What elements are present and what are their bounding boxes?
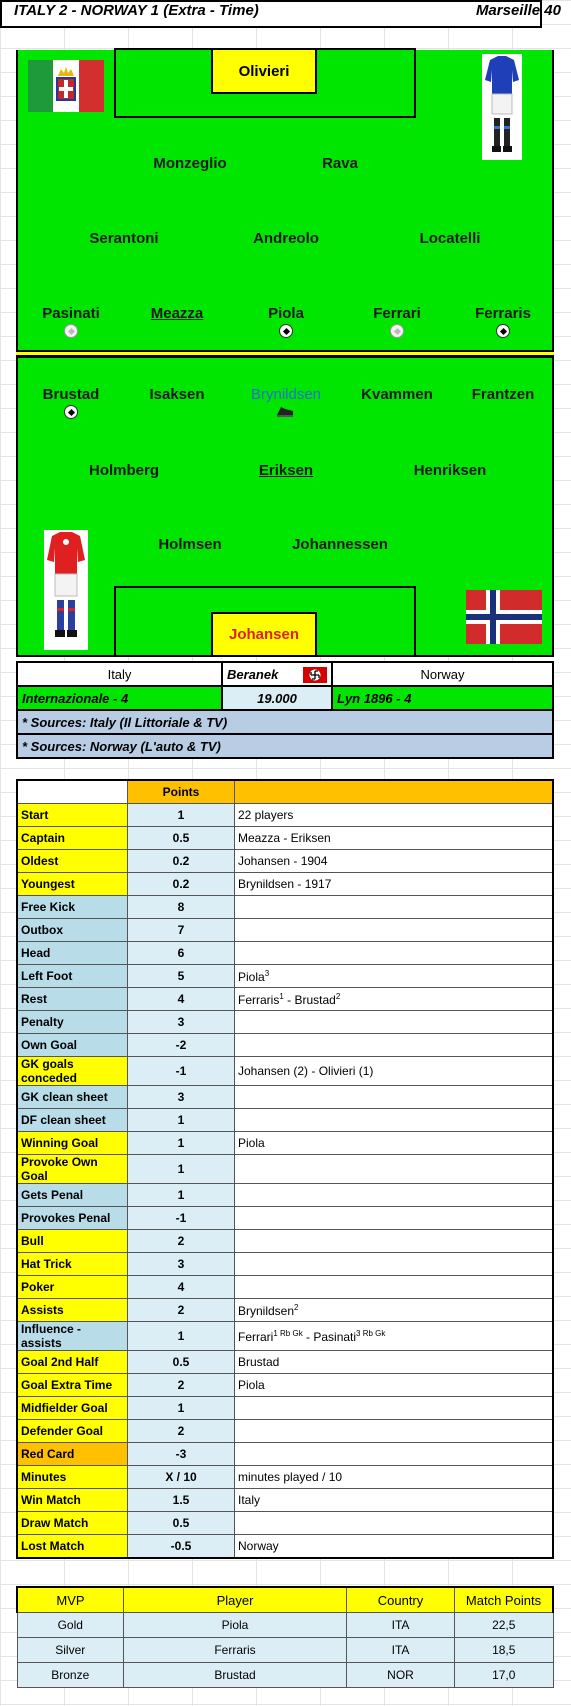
source-norway: * Sources: Norway (L'auto & TV)	[17, 734, 553, 758]
norway-midfielder: Henriksen	[413, 462, 487, 479]
points-value: -3	[128, 1443, 235, 1466]
points-note	[235, 1535, 554, 1559]
boot-icon	[275, 405, 295, 417]
assist-ball-icon	[390, 324, 404, 338]
mvp-player: Ferraris	[124, 1638, 347, 1663]
points-category: Captain	[17, 827, 128, 850]
points-category: Head	[17, 942, 128, 965]
points-note	[235, 942, 554, 965]
points-row	[17, 1299, 553, 1322]
points-value: 1	[128, 1184, 235, 1207]
italy-forward: Piola	[268, 305, 304, 322]
points-value: 0.5	[128, 1512, 235, 1535]
points-value: 3	[128, 1086, 235, 1109]
note-text: 22 players	[238, 808, 294, 822]
points-note	[235, 919, 554, 942]
mvp-points: 18,5	[455, 1638, 554, 1663]
points-note	[235, 1109, 554, 1132]
points-note	[235, 1351, 554, 1374]
points-note	[235, 1011, 554, 1034]
points-row	[17, 1351, 553, 1374]
points-note	[235, 1057, 554, 1086]
note-sup: 2	[335, 991, 341, 1001]
mvp-player: Brustad	[124, 1663, 347, 1688]
note-text: Johansen (2) - Olivieri (1)	[238, 1064, 374, 1078]
pitch-italy	[16, 50, 554, 352]
points-row	[17, 896, 553, 919]
referee-name: Beranek	[227, 666, 279, 682]
points-row	[17, 1086, 553, 1109]
points-value: -0.5	[128, 1535, 235, 1559]
points-note	[235, 850, 554, 873]
mvp-rank: Bronze	[17, 1663, 124, 1688]
points-row	[17, 873, 553, 896]
points-value: 5	[128, 965, 235, 988]
points-category: Oldest	[17, 850, 128, 873]
note-text: Johansen - 1904	[238, 854, 328, 868]
points-category: GK clean sheet	[17, 1086, 128, 1109]
points-category: Winning Goal	[17, 1132, 128, 1155]
points-category: Lost Match	[17, 1535, 128, 1559]
norway-forward: Isaksen	[149, 386, 205, 403]
match-header	[0, 0, 561, 28]
points-value: 0.2	[128, 873, 235, 896]
points-value: 4	[128, 988, 235, 1011]
points-header-notes	[235, 780, 554, 804]
points-note	[235, 1512, 554, 1535]
match-info-table	[16, 661, 554, 759]
italy-midfielder: Andreolo	[253, 230, 319, 247]
points-category: Poker	[17, 1276, 128, 1299]
italy-flag-icon	[28, 60, 104, 112]
points-note	[235, 804, 554, 827]
note-sup: 1	[279, 991, 284, 1001]
points-note	[235, 988, 554, 1011]
note-text: Piola	[238, 1378, 265, 1392]
points-value: 6	[128, 942, 235, 965]
points-row	[17, 1207, 553, 1230]
points-row	[17, 804, 553, 827]
points-row	[17, 1132, 553, 1155]
points-note	[235, 1253, 554, 1276]
points-row	[17, 1489, 553, 1512]
points-note	[235, 1466, 554, 1489]
points-value: 1	[128, 1109, 235, 1132]
points-note	[235, 1034, 554, 1057]
note-sup: 1 Rb Gk	[273, 1328, 303, 1338]
points-value: 4	[128, 1276, 235, 1299]
club-away: Lyn 1896 - 4	[332, 686, 553, 710]
points-value: 8	[128, 896, 235, 919]
points-value: 1	[128, 1397, 235, 1420]
points-note	[235, 873, 554, 896]
points-value: 2	[128, 1299, 235, 1322]
note-text: Brustad	[238, 1355, 280, 1369]
points-row	[17, 1230, 553, 1253]
points-row	[17, 1466, 553, 1489]
points-note	[235, 827, 554, 850]
points-note	[235, 1299, 554, 1322]
points-category: Influence - assists	[17, 1322, 128, 1351]
mvp-points: 22,5	[455, 1613, 554, 1638]
points-category: Left Foot	[17, 965, 128, 988]
points-note	[235, 1420, 554, 1443]
points-note	[235, 1276, 554, 1299]
norway-forward: Brustad	[42, 386, 100, 403]
germany-swastika-flag-icon	[303, 667, 327, 683]
points-value: 0.2	[128, 850, 235, 873]
points-row	[17, 1420, 553, 1443]
mvp-header-points: Match Points	[455, 1587, 554, 1613]
points-category: Bull	[17, 1230, 128, 1253]
points-category: Rest	[17, 988, 128, 1011]
team-away: Norway	[332, 662, 553, 686]
points-row	[17, 1253, 553, 1276]
team-home: Italy	[17, 662, 222, 686]
points-value: 3	[128, 1011, 235, 1034]
mvp-header-rank: MVP	[17, 1587, 124, 1613]
assist-ball-icon	[64, 324, 78, 338]
italy-forward: Ferrari	[373, 305, 421, 322]
points-row	[17, 1512, 553, 1535]
points-note	[235, 1489, 554, 1512]
note-text: Norway	[238, 1539, 279, 1553]
note-text: - Brustad	[283, 992, 336, 1007]
points-category: DF clean sheet	[17, 1109, 128, 1132]
italy-defender: Monzeglio	[153, 155, 227, 172]
gk-box-norway	[211, 612, 317, 657]
norway-defender: Johannessen	[292, 536, 388, 553]
italy-forward-captain: Meazza	[150, 305, 204, 322]
club-home: Internazionale - 4	[17, 686, 222, 710]
note-sup: 3 Rb Gk	[356, 1328, 386, 1338]
attendance: 19.000	[222, 686, 332, 710]
points-value: 1	[128, 1132, 235, 1155]
note-text: Meazza - Eriksen	[238, 831, 331, 845]
mvp-points: 17,0	[455, 1663, 554, 1688]
italy-forward: Pasinati	[42, 305, 100, 322]
points-row	[17, 1374, 553, 1397]
pitch-norway	[16, 356, 554, 657]
points-header-blank	[17, 780, 128, 804]
referee	[222, 662, 332, 686]
mvp-rank: Silver	[17, 1638, 124, 1663]
note-text: Piola	[238, 969, 265, 984]
points-value: 1	[128, 804, 235, 827]
points-category: Start	[17, 804, 128, 827]
note-sup: 2	[294, 1302, 299, 1312]
goal-ball-icon	[279, 324, 293, 338]
points-category: Free Kick	[17, 896, 128, 919]
points-row	[17, 1034, 553, 1057]
points-row	[17, 1322, 553, 1351]
points-value: 2	[128, 1230, 235, 1253]
points-value: 7	[128, 919, 235, 942]
points-row	[17, 1011, 553, 1034]
points-row	[17, 965, 553, 988]
note-text: Ferrari	[238, 1329, 274, 1344]
note-text: Piola	[238, 1136, 265, 1150]
points-category: Minutes	[17, 1466, 128, 1489]
points-value: 1	[128, 1322, 235, 1351]
points-row	[17, 850, 553, 873]
points-value: -1	[128, 1057, 235, 1086]
points-row	[17, 1057, 553, 1086]
match-venue: Marseille 40	[475, 2, 561, 19]
mvp-country: ITA	[347, 1638, 455, 1663]
norway-midfielder: Holmberg	[88, 462, 160, 479]
points-row	[17, 942, 553, 965]
gk-box-italy	[211, 48, 317, 94]
points-note	[235, 896, 554, 919]
points-value: X / 10	[128, 1466, 235, 1489]
points-value: -1	[128, 1207, 235, 1230]
points-value: 2	[128, 1420, 235, 1443]
points-row	[17, 919, 553, 942]
points-row	[17, 1276, 553, 1299]
points-category: Goal Extra Time	[17, 1374, 128, 1397]
points-category: Defender Goal	[17, 1420, 128, 1443]
points-row	[17, 1535, 553, 1559]
points-category: Assists	[17, 1299, 128, 1322]
points-category: Outbox	[17, 919, 128, 942]
norway-goalkeeper: Johansen	[228, 626, 300, 643]
italy-midfielder: Locatelli	[419, 230, 481, 247]
mvp-header-player: Player	[124, 1587, 347, 1613]
points-category: Midfielder Goal	[17, 1397, 128, 1420]
points-note	[235, 1184, 554, 1207]
italy-defender: Rava	[322, 155, 358, 172]
points-category: GK goals conceded	[17, 1057, 128, 1086]
note-text: Brynildsen - 1917	[238, 877, 332, 891]
points-note	[235, 1155, 554, 1184]
points-category: Penalty	[17, 1011, 128, 1034]
goal-ball-icon	[64, 405, 78, 419]
norway-flag-icon	[466, 590, 542, 644]
points-note	[235, 1207, 554, 1230]
points-row	[17, 1109, 553, 1132]
goal-ball-icon	[496, 324, 510, 338]
points-note	[235, 1443, 554, 1466]
points-category: Youngest	[17, 873, 128, 896]
points-row	[17, 827, 553, 850]
mvp-table	[16, 1586, 554, 1688]
points-row	[17, 1184, 553, 1207]
norway-forward: Kvammen	[361, 386, 433, 403]
points-category: Hat Trick	[17, 1253, 128, 1276]
points-category: Draw Match	[17, 1512, 128, 1535]
italy-forward: Ferraris	[475, 305, 531, 322]
points-note	[235, 1397, 554, 1420]
points-value: 1	[128, 1155, 235, 1184]
points-header: Points	[128, 780, 235, 804]
points-row	[17, 988, 553, 1011]
points-category: Provoke Own Goal	[17, 1155, 128, 1184]
note-text: - Pasinati	[302, 1329, 357, 1344]
italy-kit-icon	[482, 54, 522, 160]
points-note	[235, 1322, 554, 1351]
match-title: ITALY 2 - NORWAY 1 (Extra - Time)	[14, 2, 259, 19]
points-note	[235, 1132, 554, 1155]
norway-midfielder-captain: Eriksen	[258, 462, 314, 479]
norway-forward: Brynildsen	[250, 386, 322, 403]
points-note	[235, 1230, 554, 1253]
points-row	[17, 1397, 553, 1420]
norway-defender: Holmsen	[158, 536, 222, 553]
mvp-country: NOR	[347, 1663, 455, 1688]
italy-goalkeeper: Olivieri	[238, 62, 290, 80]
points-category: Goal 2nd Half	[17, 1351, 128, 1374]
note-text: minutes played / 10	[238, 1470, 343, 1484]
note-sup: 3	[264, 968, 270, 978]
points-category: Win Match	[17, 1489, 128, 1512]
points-value: 2	[128, 1374, 235, 1397]
note-text: Italy	[238, 1493, 261, 1507]
points-table	[16, 779, 554, 1559]
source-italy: * Sources: Italy (Il Littoriale & TV)	[17, 710, 553, 734]
points-value: 0.5	[128, 1351, 235, 1374]
points-note	[235, 1374, 554, 1397]
points-value: 3	[128, 1253, 235, 1276]
points-row	[17, 1155, 553, 1184]
mvp-country: ITA	[347, 1613, 455, 1638]
norway-kit-icon	[44, 530, 88, 650]
italy-midfielder: Serantoni	[89, 230, 159, 247]
note-text: Brynildsen	[238, 1303, 295, 1318]
points-category: Own Goal	[17, 1034, 128, 1057]
points-category: Red Card	[17, 1443, 128, 1466]
mvp-rank: Gold	[17, 1613, 124, 1638]
points-row	[17, 1443, 553, 1466]
points-value: -2	[128, 1034, 235, 1057]
points-category: Provokes Penal	[17, 1207, 128, 1230]
note-text: Ferraris	[238, 992, 280, 1007]
mvp-header-country: Country	[347, 1587, 455, 1613]
norway-forward: Frantzen	[471, 386, 535, 403]
points-note	[235, 965, 554, 988]
mvp-player: Piola	[124, 1613, 347, 1638]
points-category: Gets Penal	[17, 1184, 128, 1207]
points-note	[235, 1086, 554, 1109]
points-value: 1.5	[128, 1489, 235, 1512]
points-value: 0.5	[128, 827, 235, 850]
